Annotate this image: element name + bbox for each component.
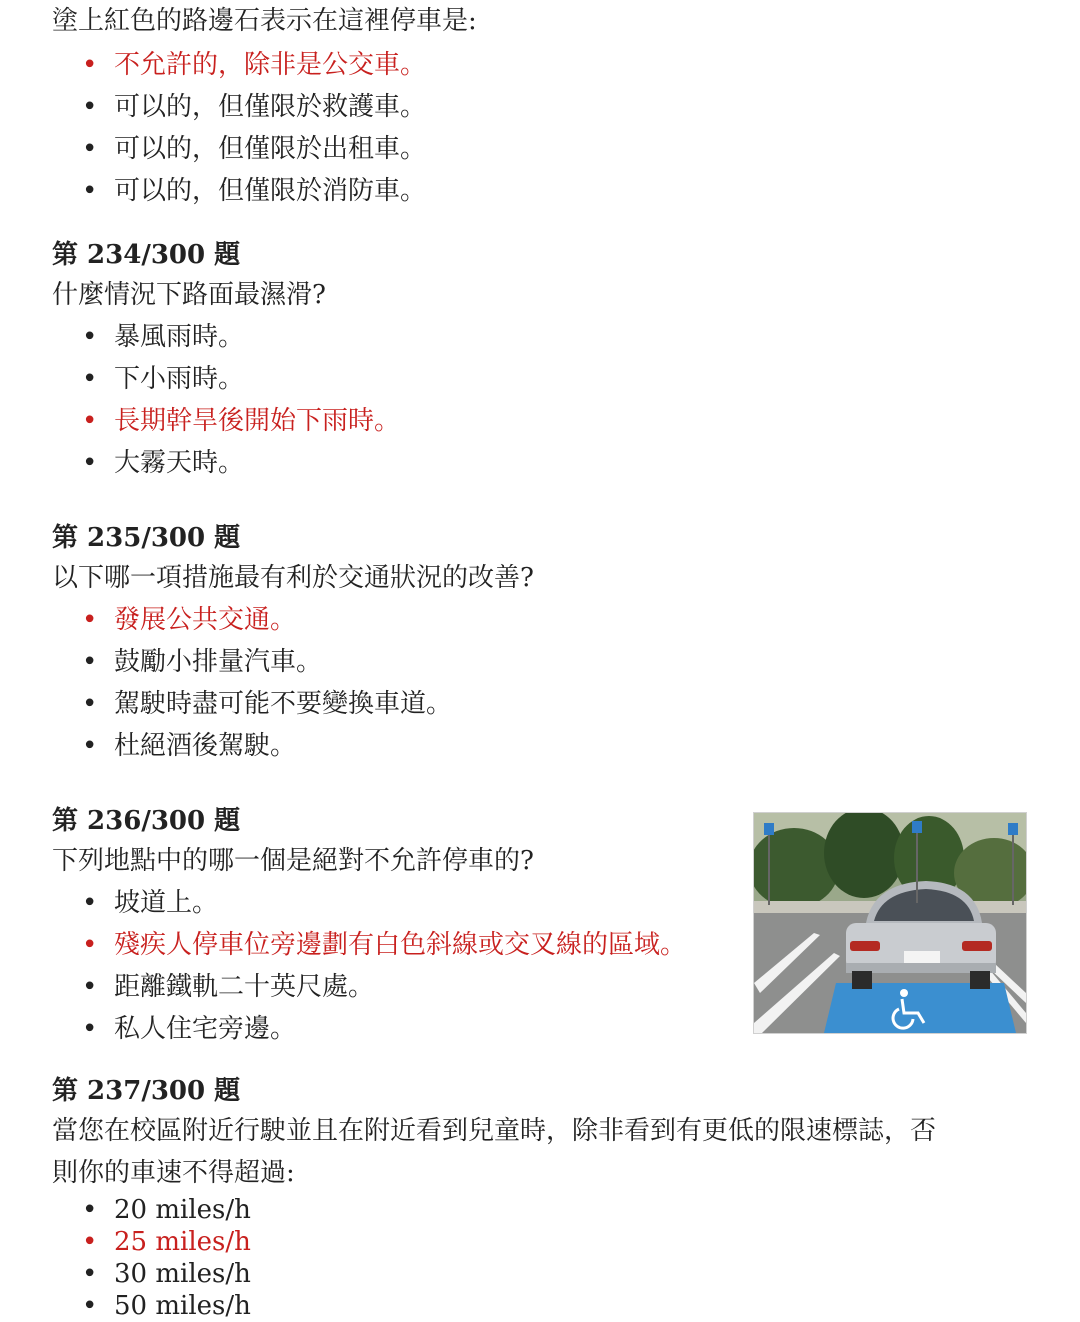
bullet-icon: • <box>82 689 98 719</box>
option-correct: • 不允許的，除非是公交車。 <box>52 44 477 86</box>
options-list <box>52 882 686 1050</box>
bullet-icon: • <box>82 176 98 206</box>
question-text: 什麼情況下路面最濕滑? <box>52 280 326 310</box>
option-correct: • 長期幹旱後開始下雨時。 <box>52 400 400 442</box>
option: • 鼓勵小排量汽車。 <box>52 641 534 683</box>
bullet-icon: • <box>82 930 98 960</box>
accessible-parking-photo <box>753 812 1027 1034</box>
question-237 <box>52 1074 936 1322</box>
options-list <box>52 599 534 767</box>
question-title: 第 236/300 題 <box>52 806 241 836</box>
bullet-icon: • <box>82 1014 98 1044</box>
option: • 可以的，但僅限於消防車。 <box>52 170 477 212</box>
options-list <box>52 1194 936 1322</box>
question-title: 第 235/300 題 <box>52 523 241 553</box>
bullet-icon: • <box>82 1259 98 1289</box>
bullet-icon: • <box>82 448 98 478</box>
bullet-icon: • <box>82 50 98 80</box>
option: • 50 miles/h <box>82 1291 251 1321</box>
option: • 可以的，但僅限於出租車。 <box>52 128 477 170</box>
option: • 可以的，但僅限於救護車。 <box>52 86 477 128</box>
bullet-icon: • <box>82 1227 98 1257</box>
option: • 30 miles/h <box>82 1259 251 1289</box>
bullet-icon: • <box>82 364 98 394</box>
option: • 駕駛時盡可能不要變換車道。 <box>52 683 534 725</box>
options-list <box>52 316 400 484</box>
question-text-line-2: 則你的車速不得超過: <box>52 1158 295 1188</box>
option: • 私人住宅旁邊。 <box>52 1008 686 1050</box>
options-list <box>52 44 477 212</box>
bullet-icon: • <box>82 605 98 635</box>
bullet-icon: • <box>82 322 98 352</box>
bullet-icon: • <box>82 1291 98 1321</box>
bullet-icon: • <box>82 972 98 1002</box>
question-text-line-1: 當您在校區附近行駛並且在附近看到兒童時，除非看到有更低的限速標誌，否 <box>52 1116 937 1146</box>
question-text: 下列地點中的哪一個是絕對不允許停車的? <box>52 846 534 876</box>
option: • 杜絕酒後駕駛。 <box>52 725 534 767</box>
option: • 距離鐵軌二十英尺處。 <box>52 966 686 1008</box>
question-title: 第 234/300 題 <box>52 240 241 270</box>
option: • 坡道上。 <box>52 882 686 924</box>
bullet-icon: • <box>82 134 98 164</box>
question-236 <box>52 804 686 1050</box>
option: • 大霧天時。 <box>52 442 400 484</box>
question-text: 塗上紅色的路邊石表示在這裡停車是: <box>52 6 477 36</box>
option: • 下小雨時。 <box>52 358 400 400</box>
option-correct: • 25 miles/h <box>82 1227 251 1257</box>
bullet-icon: • <box>82 1195 98 1225</box>
bullet-icon: • <box>82 92 98 122</box>
question-235 <box>52 521 534 767</box>
bullet-icon: • <box>82 731 98 761</box>
question-text: 以下哪一項措施最有利於交通狀況的改善? <box>52 563 534 593</box>
bullet-icon: • <box>82 406 98 436</box>
option: • 暴風雨時。 <box>52 316 400 358</box>
question-234 <box>52 238 400 484</box>
bullet-icon: • <box>82 647 98 677</box>
option: • 20 miles/h <box>82 1195 251 1225</box>
question-title: 第 237/300 題 <box>52 1076 241 1106</box>
option-correct: • 殘疾人停車位旁邊劃有白色斜線或交叉線的區域。 <box>52 924 686 966</box>
bullet-icon: • <box>82 888 98 918</box>
question-233 <box>52 0 477 212</box>
option-correct: • 發展公共交通。 <box>52 599 534 641</box>
